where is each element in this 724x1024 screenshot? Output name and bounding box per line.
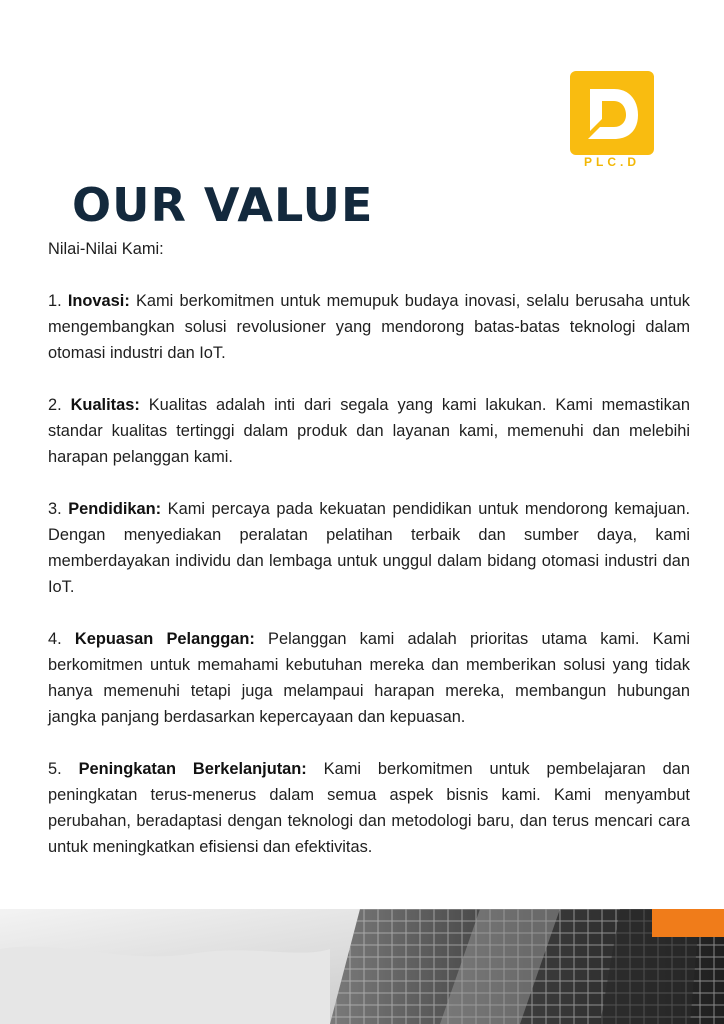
company-logo <box>570 71 654 169</box>
value-text: Kami berkomitmen untuk memupuk budaya inovasi, selalu berusaha untuk mengembangkan solusi revolusioner yang mendorong batas-batas teknologi dalam otomasi industri dan IoT. <box>48 292 691 362</box>
value-label: Peningkatan Berkelanjutan: <box>78 760 307 778</box>
value-number: 1. <box>48 292 62 310</box>
value-item-peningkatan-berkelanjutan <box>48 756 690 860</box>
value-item-kepuasan-pelanggan <box>48 626 690 730</box>
value-item-inovasi <box>48 288 690 366</box>
value-text: Kami berkomitmen untuk pembelajaran dan peningkatan terus-menerus dalam semua aspek bisnis kami. Kami menyambut perubahan, beradaptasi dengan teknologi dan metodologi baru, dan terus mencari cara untuk meningkatkan efisiensi dan efektivitas. <box>48 760 690 856</box>
orange-accent-bar <box>652 909 724 937</box>
value-label: Inovasi: <box>67 292 130 310</box>
value-item-pendidikan <box>48 496 690 600</box>
value-text: Pelanggan kami adalah prioritas utama kami. Kami berkomitmen untuk memahami kebutuhan mereka dan memberikan solusi yang tidak hanya memenuhi tetapi juga melampaui harapan mereka, membangun hubungan jangka panjang berdasarkan kepercayaan dan kepuasan. <box>48 630 690 726</box>
value-text: Kami percaya pada kekuatan pendidikan untuk mendorong kemajuan. Dengan menyediakan peralatan pelatihan terbaik dan sumber daya, kami memberdayakan individu dan lembaga untuk unggul dalam bidang otomasi industri dan IoT. <box>48 500 690 596</box>
logo-text: PLC.D <box>584 155 640 169</box>
value-label: Pendidikan: <box>68 500 162 518</box>
footer-building-image <box>0 909 724 1024</box>
logo-d-icon <box>570 71 654 155</box>
value-label: Kualitas: <box>70 396 140 414</box>
value-text: Kualitas adalah inti dari segala yang kami lakukan. Kami memastikan standar kualitas tertinggi dalam produk dan layanan kami, memenuhi dan melebihi harapan pelanggan kami. <box>48 396 690 466</box>
value-label: Kepuasan Pelanggan: <box>74 630 255 648</box>
value-number: 2. <box>48 396 62 414</box>
page-title: OUR VALUE <box>72 178 374 232</box>
value-number: 3. <box>48 500 62 518</box>
value-number: 4. <box>48 630 62 648</box>
value-item-kualitas <box>48 392 690 470</box>
value-number: 5. <box>48 760 62 778</box>
intro-text: Nilai-Nilai Kami: <box>48 240 164 258</box>
values-content <box>48 236 690 886</box>
